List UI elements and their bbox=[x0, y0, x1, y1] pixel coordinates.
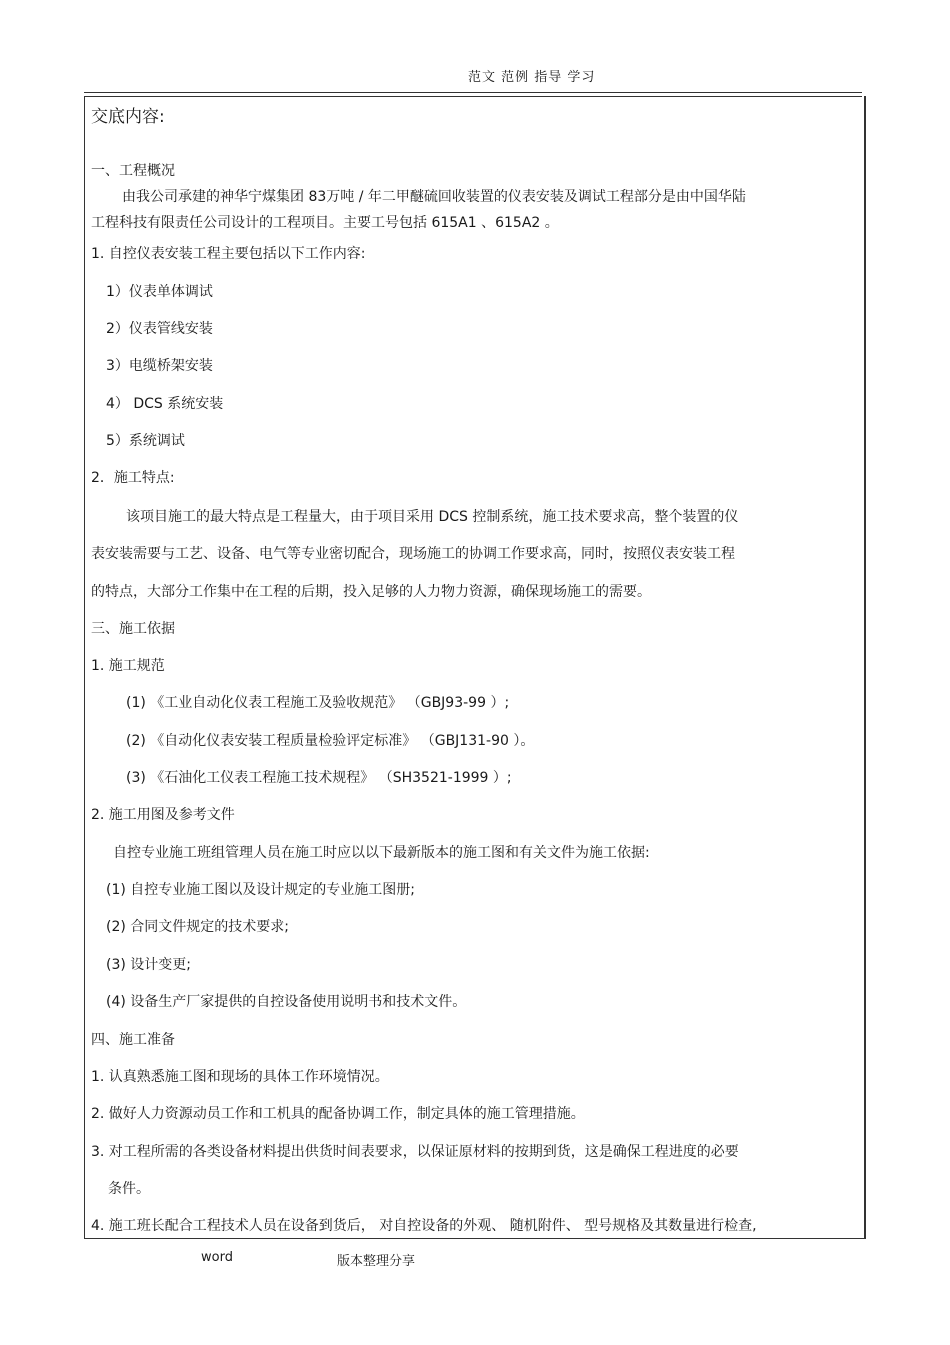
list-item: 1. 认真熟悉施工图和现场的具体工作环境情况。 bbox=[91, 1069, 389, 1085]
list-item: (3) 《石油化工仪表工程施工技术规程》 （SH3521-1999 ）; bbox=[126, 770, 512, 786]
paragraph-line: 表安装需要与工艺、设备、电气等专业密切配合，现场施工的协调工作要求高，同时，按照仪表安装工程 bbox=[91, 546, 735, 562]
list-item: (4) 设备生产厂家提供的自控设备使用说明书和技术文件。 bbox=[106, 994, 467, 1010]
list-item: (3) 设计变更; bbox=[106, 957, 191, 973]
paragraph-line: 该项目施工的最大特点是工程量大，由于项目采用 DCS 控制系统，施工技术要求高，整个装置的仪 bbox=[126, 509, 739, 525]
paragraph-line: 工程科技有限责任公司设计的工程项目。主要工号包括 615A1 、615A2 。 bbox=[91, 215, 559, 231]
paragraph-line: 的特点，大部分工作集中在工程的后期，投入足够的人力物力资源，确保现场施工的需要。 bbox=[91, 584, 651, 600]
section-heading: 三、施工依据 bbox=[91, 621, 175, 637]
list-heading: 2. 施工用图及参考文件 bbox=[91, 807, 235, 823]
section-heading: 四、施工准备 bbox=[91, 1032, 175, 1048]
list-item: (1) 自控专业施工图以及设计规定的专业施工图册; bbox=[106, 882, 415, 898]
list-heading: 2．施工特点: bbox=[91, 470, 175, 486]
list-heading: 1. 施工规范 bbox=[91, 658, 165, 674]
list-item: (2) 合同文件规定的技术要求; bbox=[106, 919, 289, 935]
disclosure-heading: 交底内容: bbox=[91, 107, 165, 127]
footer-left: word bbox=[201, 1250, 233, 1265]
list-item: 2. 做好人力资源动员工作和工机具的配备协调工作，制定具体的施工管理措施。 bbox=[91, 1106, 585, 1122]
footer-right: 版本整理分享 bbox=[337, 1254, 416, 1269]
list-item: 3）电缆桥架安装 bbox=[106, 358, 213, 374]
list-item: 3. 对工程所需的各类设备材料提出供货时间表要求，以保证原材料的按期到货，这是确保工程进度的必要 bbox=[91, 1144, 739, 1160]
page-header: 范文 范例 指导 学习 bbox=[468, 70, 596, 85]
list-item: 5）系统调试 bbox=[106, 433, 185, 449]
list-item: 1）仪表单体调试 bbox=[106, 284, 213, 300]
list-heading: 1. 自控仪表安装工程主要包括以下工作内容: bbox=[91, 246, 366, 262]
paragraph-line: 自控专业施工班组管理人员在施工时应以以下最新版本的施工图和有关文件为施工依据: bbox=[113, 845, 650, 861]
paragraph-line: 由我公司承建的神华宁煤集团 83万吨 / 年二甲醚硫回收装置的仪表安装及调试工程部分是由中国华陆 bbox=[122, 189, 746, 205]
list-item: 4. 施工班长配合工程技术人员在设备到货后， 对自控设备的外观、 随机附件、 型号规格及其数量进行检查, bbox=[91, 1218, 757, 1234]
section-heading: 一、工程概况 bbox=[91, 163, 175, 179]
header-rule-top bbox=[84, 92, 862, 93]
list-item: (2) 《自动化仪表安装工程质量检验评定标准》 （GBJ131-90 ）。 bbox=[126, 733, 535, 749]
list-item: 4） DCS 系统安装 bbox=[106, 396, 224, 412]
list-item-continuation: 条件。 bbox=[108, 1181, 150, 1197]
list-item: 2）仪表管线安装 bbox=[106, 321, 213, 337]
list-item: (1) 《工业自动化仪表工程施工及验收规范》 （GBJ93-99 ）; bbox=[126, 695, 510, 711]
